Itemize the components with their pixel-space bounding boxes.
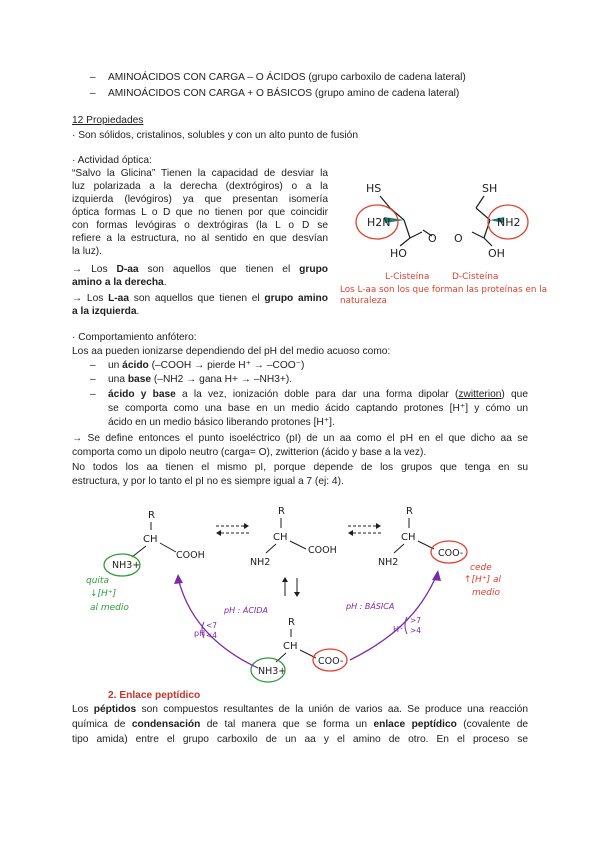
- sh-label-right: SH: [482, 182, 498, 195]
- term-d-aa: D-aa: [116, 264, 139, 275]
- text-run: .: [136, 306, 140, 317]
- term-condensacion: condensación: [131, 719, 201, 730]
- nh2-label: NH2: [497, 216, 521, 229]
- paragraph-line: la luz).: [72, 246, 103, 257]
- bond-line: [132, 546, 146, 557]
- h-word: H⁺: [393, 625, 404, 634]
- paragraph-line: con formas levógiras o dextrógiras (la L o D se: [72, 220, 328, 231]
- quita-label: quita: [86, 576, 109, 586]
- ph-acid-arrow: [178, 578, 258, 668]
- paragraph-line: [72, 719, 528, 731]
- ch-label: CH: [273, 532, 288, 543]
- cede-label: ↑[H⁺] al: [464, 575, 501, 585]
- arrow-head: [216, 530, 221, 536]
- paragraph-line: tipo amida) entre el grupo carboxilo de un aa y el amino de otro. En el proceso se: [72, 734, 528, 745]
- cede-label: medio: [472, 588, 501, 598]
- term-acido: ácido: [122, 360, 149, 371]
- paragraph-line: izquierda (levógiros) ya que presentan isomería: [72, 194, 328, 205]
- paragraph-line: “Salvo la Glicina” Tienen la capacidad de desviar la: [72, 168, 328, 179]
- text-run: (–NH2 → gana H+ → –NH3+).: [151, 374, 293, 385]
- cede-label: cede: [470, 563, 492, 573]
- r-label: R: [406, 506, 413, 517]
- text-run: son compuestos resultantes de la unión de varios aa. Se produce una reacción: [136, 704, 528, 715]
- bond-line: [394, 544, 404, 553]
- arrow-head: [348, 530, 353, 536]
- term-acido-y-base: ácido y base: [108, 389, 176, 400]
- term-peptidos: péptidos: [93, 704, 137, 715]
- text-run: una: [108, 374, 128, 385]
- molecule-zwitterion: [251, 617, 347, 682]
- ch-label: CH: [143, 534, 158, 545]
- ph-basic-arrow: [350, 574, 437, 660]
- ch-label: CH: [283, 641, 298, 652]
- paragraph-line: se comporta como una base en un medio ácido captando protones [H⁺] y cómo un: [108, 403, 528, 414]
- text-run: un: [108, 360, 123, 371]
- molecule-middle: [250, 506, 337, 568]
- nh3-label: NH3+: [258, 666, 287, 677]
- term-izquierda: a la izquierda: [72, 306, 137, 317]
- term-zwitterion: zwitterion: [458, 389, 502, 400]
- term-base: base: [127, 374, 152, 385]
- arrow-head: [432, 570, 441, 581]
- cooh-label: COOH: [176, 550, 205, 561]
- arrow-head: [174, 574, 183, 584]
- bullet-dash: –: [90, 389, 96, 400]
- nh2-label: NH2: [378, 557, 399, 568]
- bond-line: [290, 541, 306, 549]
- term-grupo: grupo: [299, 264, 329, 275]
- ph-acid-label: pH : ÁCIDA: [224, 606, 268, 615]
- ph-gt: >4: [410, 626, 422, 635]
- nh3-label: NH3+: [112, 560, 141, 571]
- section-heading: 2. Enlace peptídico: [108, 690, 201, 701]
- vertical-equilibrium: [282, 577, 300, 597]
- term-grupo-amino: grupo amino: [264, 293, 329, 304]
- label-l-cisteina: L-Cisteína: [385, 272, 430, 282]
- paragraph-line: [72, 704, 528, 716]
- term-l-aa: L-aa: [108, 293, 130, 304]
- nh2-label: NH2: [250, 557, 271, 568]
- paragraph-line: Los aa pueden ionizarse dependiendo del pH del medio acuoso como:: [72, 346, 391, 357]
- ph-word: pH: [194, 629, 206, 638]
- arrow-head: [282, 577, 288, 582]
- arrow-head: [376, 523, 381, 529]
- term-enlace-peptidico: enlace peptídico: [373, 719, 457, 730]
- subsection-title: · Comportamiento anfótero:: [72, 332, 197, 343]
- oh-label-right: OH: [488, 247, 505, 260]
- ph-gt: >7: [410, 616, 422, 625]
- equilibrium-arrow-2: [348, 523, 381, 536]
- paragraph-line: refiere a la estructura, no al sentido en que desvían: [72, 233, 328, 244]
- molecule-neutral: [86, 510, 205, 613]
- text-run: Los: [72, 704, 94, 715]
- paragraph-line: luz polarizada a la derecha (dextrógiros) o a la: [72, 181, 328, 192]
- text-run: química de: [72, 719, 132, 730]
- bullet-dash: –: [90, 374, 96, 385]
- equilibrium-arrow-1: [216, 523, 249, 536]
- ch-label: CH: [401, 532, 416, 543]
- bond-line: [160, 543, 176, 552]
- h2n-label: H2N: [367, 216, 391, 229]
- quita-label: al medio: [90, 603, 129, 613]
- ph-basic-label: pH : BÁSICA: [346, 602, 395, 611]
- subsection-title: · Actividad óptica:: [72, 155, 152, 166]
- sh-label-left: HS: [366, 182, 382, 195]
- coo-label: COO-: [318, 656, 344, 667]
- text-run: ) que: [501, 389, 528, 400]
- cooh-label: COOH: [308, 545, 337, 556]
- molecule-anion: [378, 506, 501, 598]
- text-run: de tal manera que se forma un: [200, 719, 374, 730]
- bond-line: [266, 544, 276, 553]
- o-label-right: O: [454, 232, 463, 245]
- label-d-cisteina: D-Cisteína: [452, 272, 499, 282]
- section-heading: 12 Propiedades: [72, 115, 144, 126]
- bullet-dash: –: [90, 360, 96, 371]
- ph-lt: <7: [206, 621, 218, 630]
- list-item-text: AMINOÁCIDOS CON CARGA + O BÁSICOS (grupo amino de cadena lateral): [108, 88, 460, 99]
- paragraph-line: → Se define entonces el punto isoeléctrico (pI) de un aa como el pH en el que dicho aa se: [72, 433, 528, 444]
- paragraph-line: ácido en un medio básico liberando protones [H⁺].: [108, 417, 335, 428]
- text-run: (–COOH → pierde H⁺ → –COO⁻): [148, 360, 305, 371]
- o-label-left: O: [428, 232, 437, 245]
- note-line: Los L-aa son los que forman las proteínas en la: [340, 285, 548, 295]
- term-amino-derecha: amino a la derecha: [72, 277, 164, 288]
- r-label: R: [148, 510, 155, 521]
- bullet-dash: –: [90, 72, 96, 83]
- text-run: son aquellos que tienen el: [138, 264, 300, 275]
- text-run: (covalente de: [456, 719, 529, 730]
- r-label: R: [278, 506, 285, 517]
- bullet-dash: –: [90, 88, 96, 99]
- coo-label: COO-: [438, 548, 464, 559]
- paragraph-line: óptica formas L o D que no tienen por que coincidir: [72, 207, 328, 218]
- arrow-head: [244, 523, 249, 529]
- text-run: → Los: [72, 264, 117, 275]
- ph-lt: <4: [206, 631, 218, 640]
- paragraph-line: estructura, y por lo tanto el pI no es siempre igual a 7 (ej: 4).: [72, 476, 344, 487]
- text-run: .: [163, 277, 167, 288]
- paragraph-line: · Son sólidos, cristalinos, solubles y con un alto punto de fusión: [72, 130, 358, 141]
- r-label: R: [288, 617, 295, 628]
- quita-label: ↓[H⁺]: [90, 589, 117, 599]
- text-run: a la vez, ionización doble para dar una forma dipolar (: [175, 389, 459, 400]
- note-line: naturaleza: [340, 296, 387, 306]
- paragraph-line: No todos los aa tienen el mismo pI, porque depende de los grupos que tenga en su: [72, 462, 528, 473]
- paragraph-line: comporta como un dipolo neutro (carga= O), zwitterion (ácido y base a la vez).: [72, 447, 427, 458]
- arrow-head: [294, 592, 300, 597]
- list-item-text: AMINOÁCIDOS CON CARGA – O ÁCIDOS (grupo carboxilo de cadena lateral): [108, 72, 466, 83]
- text-run: → Los: [72, 293, 109, 304]
- text-run: son aquellos que tienen el: [129, 293, 265, 304]
- ho-label-left: HO: [390, 247, 407, 260]
